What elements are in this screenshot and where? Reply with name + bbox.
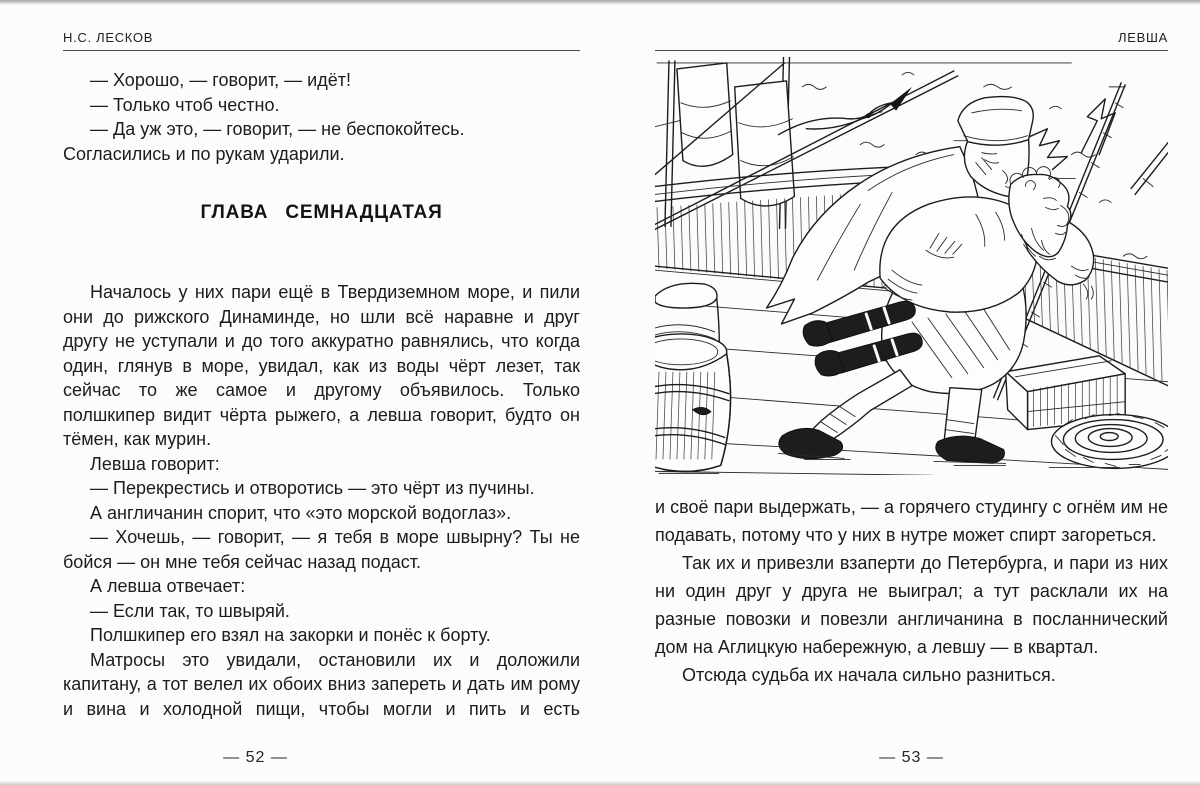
carrier-hair (1030, 129, 1068, 170)
right-page-text (655, 493, 1168, 689)
right-page (600, 0, 1200, 785)
paragraph: — Если так, то швыряй. (90, 600, 290, 621)
furled-sail (735, 81, 795, 206)
paragraph: — Только чтоб честно. (90, 94, 280, 115)
paragraph: Матросы это увидали, остановили их и доложили капитану, а тот велел их обоих вниз запереть и дать им рому и вина и холодной пищи, чтобы могли и пить и есть (63, 649, 580, 719)
page-number-right: — 53 — (879, 749, 944, 766)
masts-and-sails (655, 57, 794, 228)
ship-deck-illustration (655, 57, 1168, 475)
carrier-cap (958, 97, 1033, 146)
chapter-title: ГЛАВА СЕМНАДЦАТАЯ (200, 202, 443, 223)
scan-edge-bottom (0, 781, 1200, 785)
rope-coil (659, 414, 1168, 474)
seagull-icon (779, 87, 912, 135)
paragraph: и своё пари выдержать, — а горячего студингу с огнём им не подавать, потому что у них в нутре может спирт загореться. (655, 497, 1168, 546)
paragraph: А левша отвечает: (90, 576, 246, 596)
running-head-title: ЛЕВША (655, 30, 1168, 51)
paragraph: Так их и привезли взаперти до Петербурга, и пари из них ни один друг у друга не выиграл; а тут расклали их на разные повозки и повезли англичанина в посланнический дом на Аглицкую набережную, а левшу — в квартал. (655, 553, 1168, 658)
paragraph: Согласились и по рукам ударили. (63, 143, 345, 164)
paragraph: — Хорошо, — говорит, — идёт! (90, 70, 351, 90)
paragraph: — Да уж это, — говорит, — не беспокойтесь. (90, 119, 465, 139)
barrels (655, 283, 731, 471)
paragraph: — Перекрестись и отворотись — это чёрт из пучины. (90, 478, 535, 498)
left-page-text (63, 68, 580, 721)
paragraph: А англичанин спорит, что «это морской водоглаз». (90, 502, 512, 523)
spar (1131, 143, 1168, 195)
page-number-left: — 52 — (223, 749, 288, 766)
paragraph: Отсюда судьба их начала сильно разниться. (682, 665, 1056, 686)
back-shoe (936, 436, 1005, 463)
paragraph: Левша говорит: (90, 453, 220, 474)
paragraph: Началось у них пари ещё в Твердиземном море, и пили они до рижского Динаминде, но шли всё наравне и друг другу не уступали и до того аккуратно равнялись, что когда один, глянув в море, увидал, как из воды чёрт лезет, так сейчас то же самое и другому объявилось. Только полшкипер видит чёрта рыжего, а левша говорит, будто он тёмен, как мурин. (63, 282, 580, 449)
paragraph: — Хочешь, — говорит, — я тебя в море швырну? Ты не бойся — он мне тебя сейчас назад подаст. (63, 527, 580, 572)
running-head-author: Н.С. ЛЕСКОВ (63, 30, 580, 51)
paragraph: Полшкипер его взял на закорки и понёс к борту. (90, 625, 491, 645)
illustration (655, 57, 1168, 475)
seagull-icon (1081, 99, 1115, 155)
